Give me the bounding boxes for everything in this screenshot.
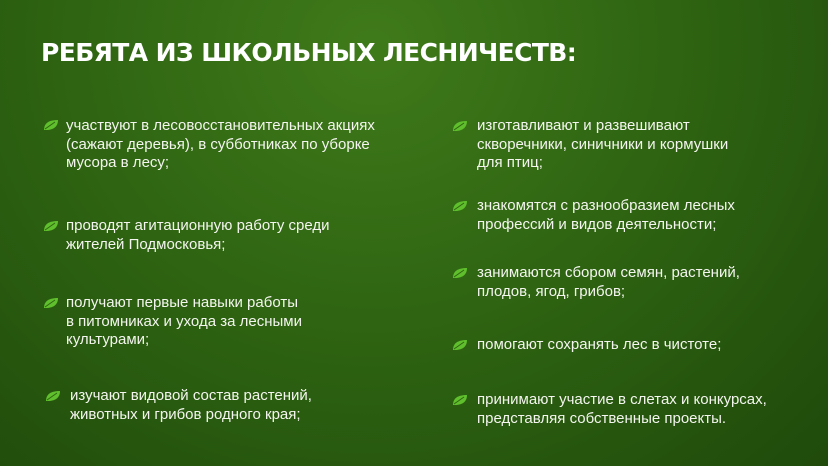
leaf-icon [43, 220, 59, 232]
list-item-line: помогают сохранять лес в чистоте; [477, 336, 722, 353]
leaf-icon [452, 394, 468, 406]
leaf-icon [452, 267, 468, 279]
list-item-line: изучают видовой состав растений, [70, 387, 312, 404]
list-item-line: (сажают деревья), в субботниках по уборке [66, 135, 370, 153]
list-item-line: представляя собственные проекты. [477, 409, 727, 427]
list-item-line: занимаются сбором семян, растений, [477, 264, 740, 281]
slide-title: РЕБЯТА ИЗ ШКОЛЬНЫХ ЛЕСНИЧЕСТВ: [41, 38, 577, 67]
leaf-icon [452, 120, 468, 132]
list-item-line: принимают участие в слетах и конкурсах, [477, 391, 767, 408]
list-item-line: в питомниках и ухода за лесными [66, 312, 302, 330]
leaf-icon [452, 339, 468, 351]
list-item-line: плодов, ягод, грибов; [477, 282, 626, 300]
list-item-line: участвуют в лесовосстановительных акциях [66, 117, 375, 134]
list-item-line: скворечники, синичники и кормушки [477, 135, 729, 153]
list-item-line: культурами; [66, 331, 150, 348]
leaf-icon [452, 200, 468, 212]
leaf-icon [43, 119, 59, 131]
leaf-icon [45, 390, 61, 402]
list-item-line: мусора в лесу; [66, 154, 170, 171]
list-item-line: получают первые навыки работы [66, 294, 298, 311]
list-item-line: животных и грибов родного края; [70, 405, 301, 423]
list-item-line: профессий и видов деятельности; [477, 215, 717, 233]
list-item-line: знакомятся с разнообразием лесных [477, 197, 735, 214]
list-item-line: изготавливают и развешивают [477, 117, 690, 134]
list-item-line: проводят агитационную работу среди [66, 217, 330, 234]
leaf-icon [43, 297, 59, 309]
list-item-line: для птиц; [477, 154, 543, 171]
list-item-line: жителей Подмосковья; [66, 235, 226, 253]
